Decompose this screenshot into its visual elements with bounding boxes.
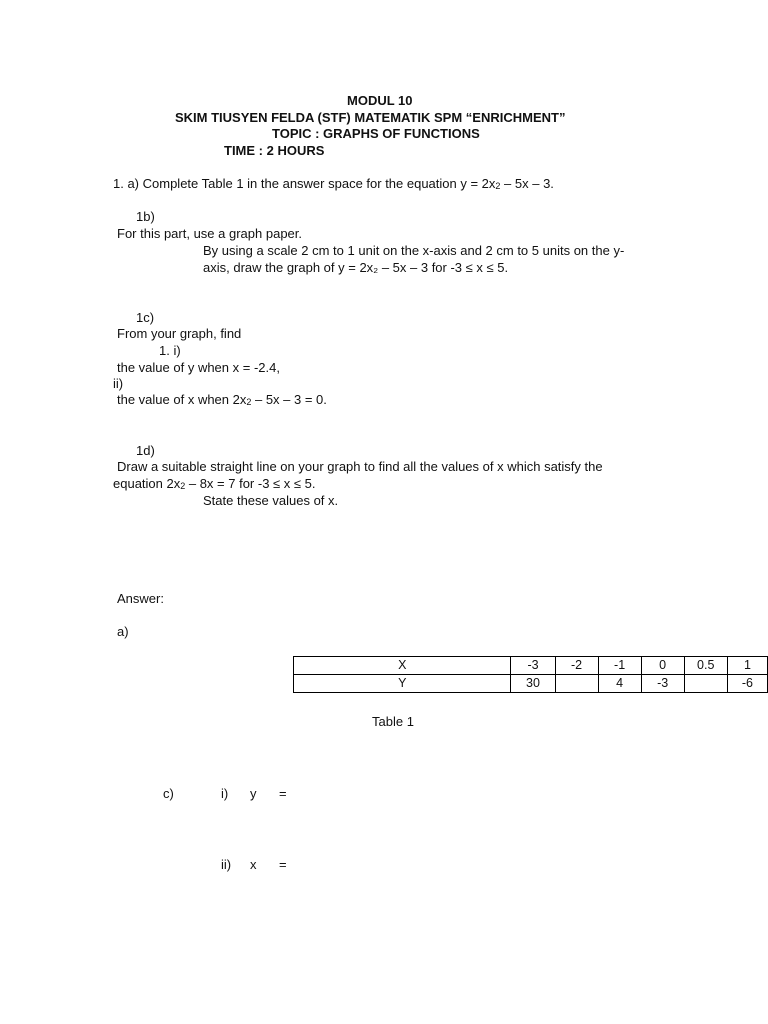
answer-c-label: c)	[163, 786, 174, 801]
answer-c-i-var: y	[250, 786, 257, 801]
program-title: SKIM TIUSYEN FELDA (STF) MATEMATIK SPM “ENRICHMENT”	[175, 110, 566, 125]
answer-c-i-eq: =	[279, 786, 287, 801]
question-1b-line2: By using a scale 2 cm to 1 unit on the x-axis and 2 cm to 5 units on the y-	[203, 243, 625, 258]
answer-c-ii-var: x	[250, 857, 257, 872]
time-allowed: TIME : 2 HOURS	[224, 143, 325, 158]
answer-c-i-label: i)	[221, 786, 229, 801]
question-1d-line1: Draw a suitable straight line on your graph to find all the values of x which satisfy the	[117, 459, 603, 474]
table-row-y	[294, 675, 768, 693]
table-cell: 30	[511, 675, 555, 693]
topic-title: TOPIC : GRAPHS OF FUNCTIONS	[272, 126, 480, 141]
question-1c-i-text: the value of y when x = -2.4,	[117, 360, 280, 375]
table-1	[293, 656, 768, 693]
table-cell: -2	[555, 657, 598, 675]
table-cell: -6	[727, 675, 767, 693]
table-cell: -3	[511, 657, 555, 675]
table-cell: 0.5	[684, 657, 727, 675]
table-cell: -1	[598, 657, 641, 675]
question-1b-line1: For this part, use a graph paper.	[117, 226, 302, 241]
answer-label: Answer:	[117, 591, 164, 606]
table-cell: -3	[641, 675, 684, 693]
question-1d-line2: equation $2x_2 - 8x = 7$ for -3 ≤ x ≤ 5.	[113, 476, 316, 491]
module-title: MODUL 10	[347, 93, 413, 108]
question-1d-line3: State these values of x.	[203, 493, 339, 508]
table-header-x: X	[294, 657, 511, 675]
question-1a: 1. a) Complete Table 1 in the answer space for the equation $y = 2x_2 - 5x - 3$.	[113, 176, 554, 191]
question-1c-i-label: 1. i)	[159, 343, 181, 358]
answer-a-label: a)	[117, 624, 129, 639]
answer-c-ii-label: ii)	[221, 857, 232, 872]
question-1d-label: 1d)	[136, 443, 155, 458]
table-cell: 0	[641, 657, 684, 675]
table-cell: 1	[727, 657, 767, 675]
table-cell	[555, 675, 598, 693]
question-1c-ii-text: the value of x when $2x_2 - 5x - 3 = 0$.	[117, 392, 327, 407]
answer-c-ii-eq: =	[279, 857, 287, 872]
table-cell: 4	[598, 675, 641, 693]
table-caption: Table 1	[372, 714, 414, 729]
table-cell	[684, 675, 727, 693]
question-1c-label: 1c)	[136, 310, 155, 325]
table-header-y: Y	[294, 675, 511, 693]
question-1c-intro: From your graph, find	[117, 326, 242, 341]
question-1b-label: 1b)	[136, 209, 155, 224]
question-1b-line3: axis, draw the graph of y = 2x₂ – 5x – 3 for -3 ≤ x ≤ 5.	[203, 260, 509, 275]
question-1c-ii-label: ii)	[113, 376, 124, 391]
table-row-x	[294, 657, 768, 675]
